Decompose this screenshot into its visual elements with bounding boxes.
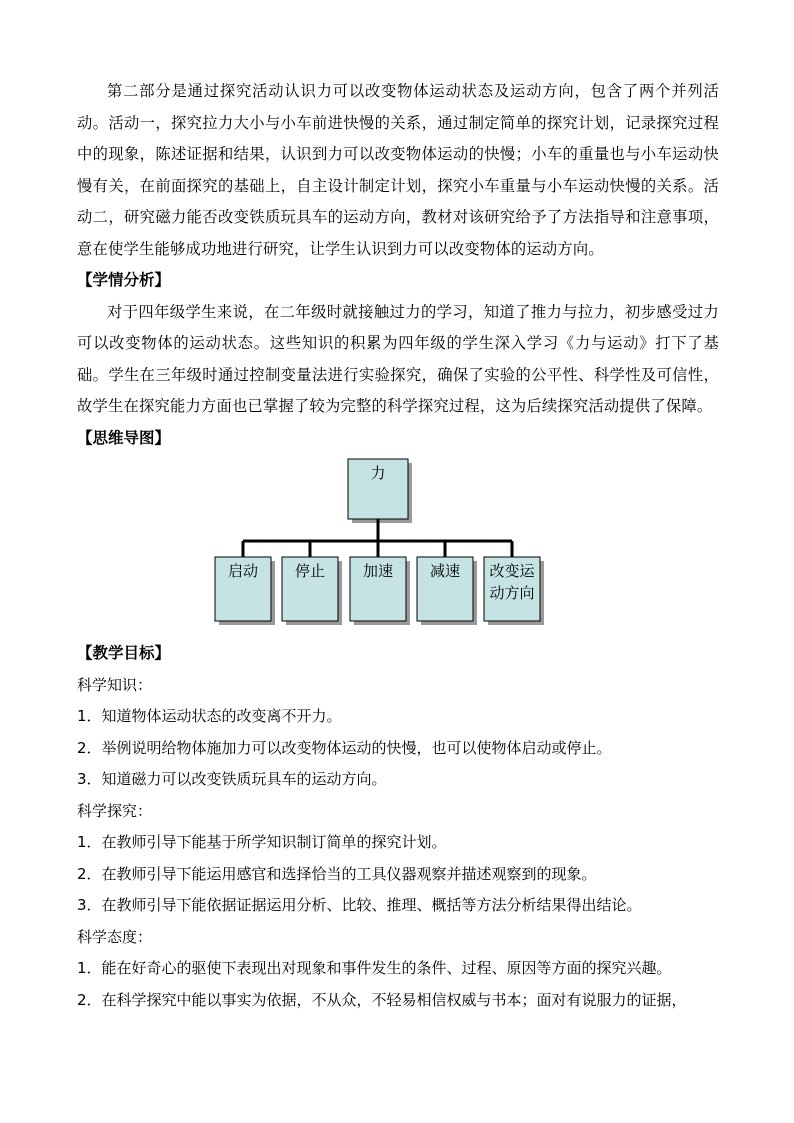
learning-analysis-paragraph: 对于四年级学生来说，在二年级时就接触过力的学习，知道了推力与拉力，初步感受过力可以改变物体的运动状态。这些知识的积累为四年级的学生深入学习《力与运动》打下了基础。学生在三年级时通过控制变量法进行实验探究，确保了实验的公平性、科学性及可信性，故学生在探究能力方面也已掌握了较为完整的科学探究过程，这为后续探究活动提供了保障。 [77,302,719,415]
document-page [77,76,719,1016]
knowledge-item: 1．知道物体运动状态的改变离不开力。 [77,707,342,725]
root-label: 力 [370,464,386,482]
knowledge-item: 2．举例说明给物体施加力可以改变物体运动的快慢，也可以使物体启动或停止。 [77,738,612,757]
attitude-title: 科学态度： [77,927,153,946]
mind-map-heading: 【思维导图】 [77,428,171,447]
inquiry-item: 2．在教师引导下能运用感官和选择恰当的工具仪器观察并描述观察到的现象。 [77,864,597,883]
inquiry-item: 1．在教师引导下能基于所学知识制订简单的探究计划。 [77,833,447,851]
child-label-stop: 停止 [294,562,325,580]
intro-paragraph: 第二部分是通过探究活动认识力可以改变物体运动状态及运动方向，包含了两个并列活动。活动一，探究拉力大小与小车前进快慢的关系，通过制定简单的探究计划，记录探究过程中的现象，陈述证据和结果，认识到力可以改变物体运动的快慢；小车的重量也与小车运动快慢有关，在前面探究的基础上，自主设计制定计划，探究小车重量与小车运动快慢的关系。活动二，研究磁力能否改变铁质玩具车的运动方向，教材对该研究给予了方法指导和注意事项，意在使学生能够成功地进行研究，让学生认识到力可以改变物体的运动方向。 [77,82,719,258]
knowledge-title: 科学知识： [77,675,153,694]
inquiry-item: 3．在教师引导下能依据证据运用分析、比较、推理、概括等方法分析结果得出结论。 [77,896,642,914]
mind-map-diagram [77,454,719,638]
child-label-accelerate: 加速 [362,562,393,580]
goals-heading: 【教学目标】 [77,644,171,662]
knowledge-item: 3．知道磁力可以改变铁质玩具车的运动方向。 [77,770,387,788]
child-label-change-direction: 改变运动方向 [489,562,535,602]
child-label-decelerate: 减速 [429,562,460,580]
attitude-item: 2．在科学探究中能以事实为依据，不从众，不轻易相信权威与书本；面对有说服力的证据， [77,990,687,1009]
learning-analysis-heading: 【学情分析】 [77,271,171,289]
attitude-item: 1．能在好奇心的驱使下表现出对现象和事件发生的条件、过程、原因等方面的探究兴趣。 [77,959,672,977]
child-label-start: 启动 [227,562,258,580]
inquiry-title: 科学探究： [77,801,153,820]
